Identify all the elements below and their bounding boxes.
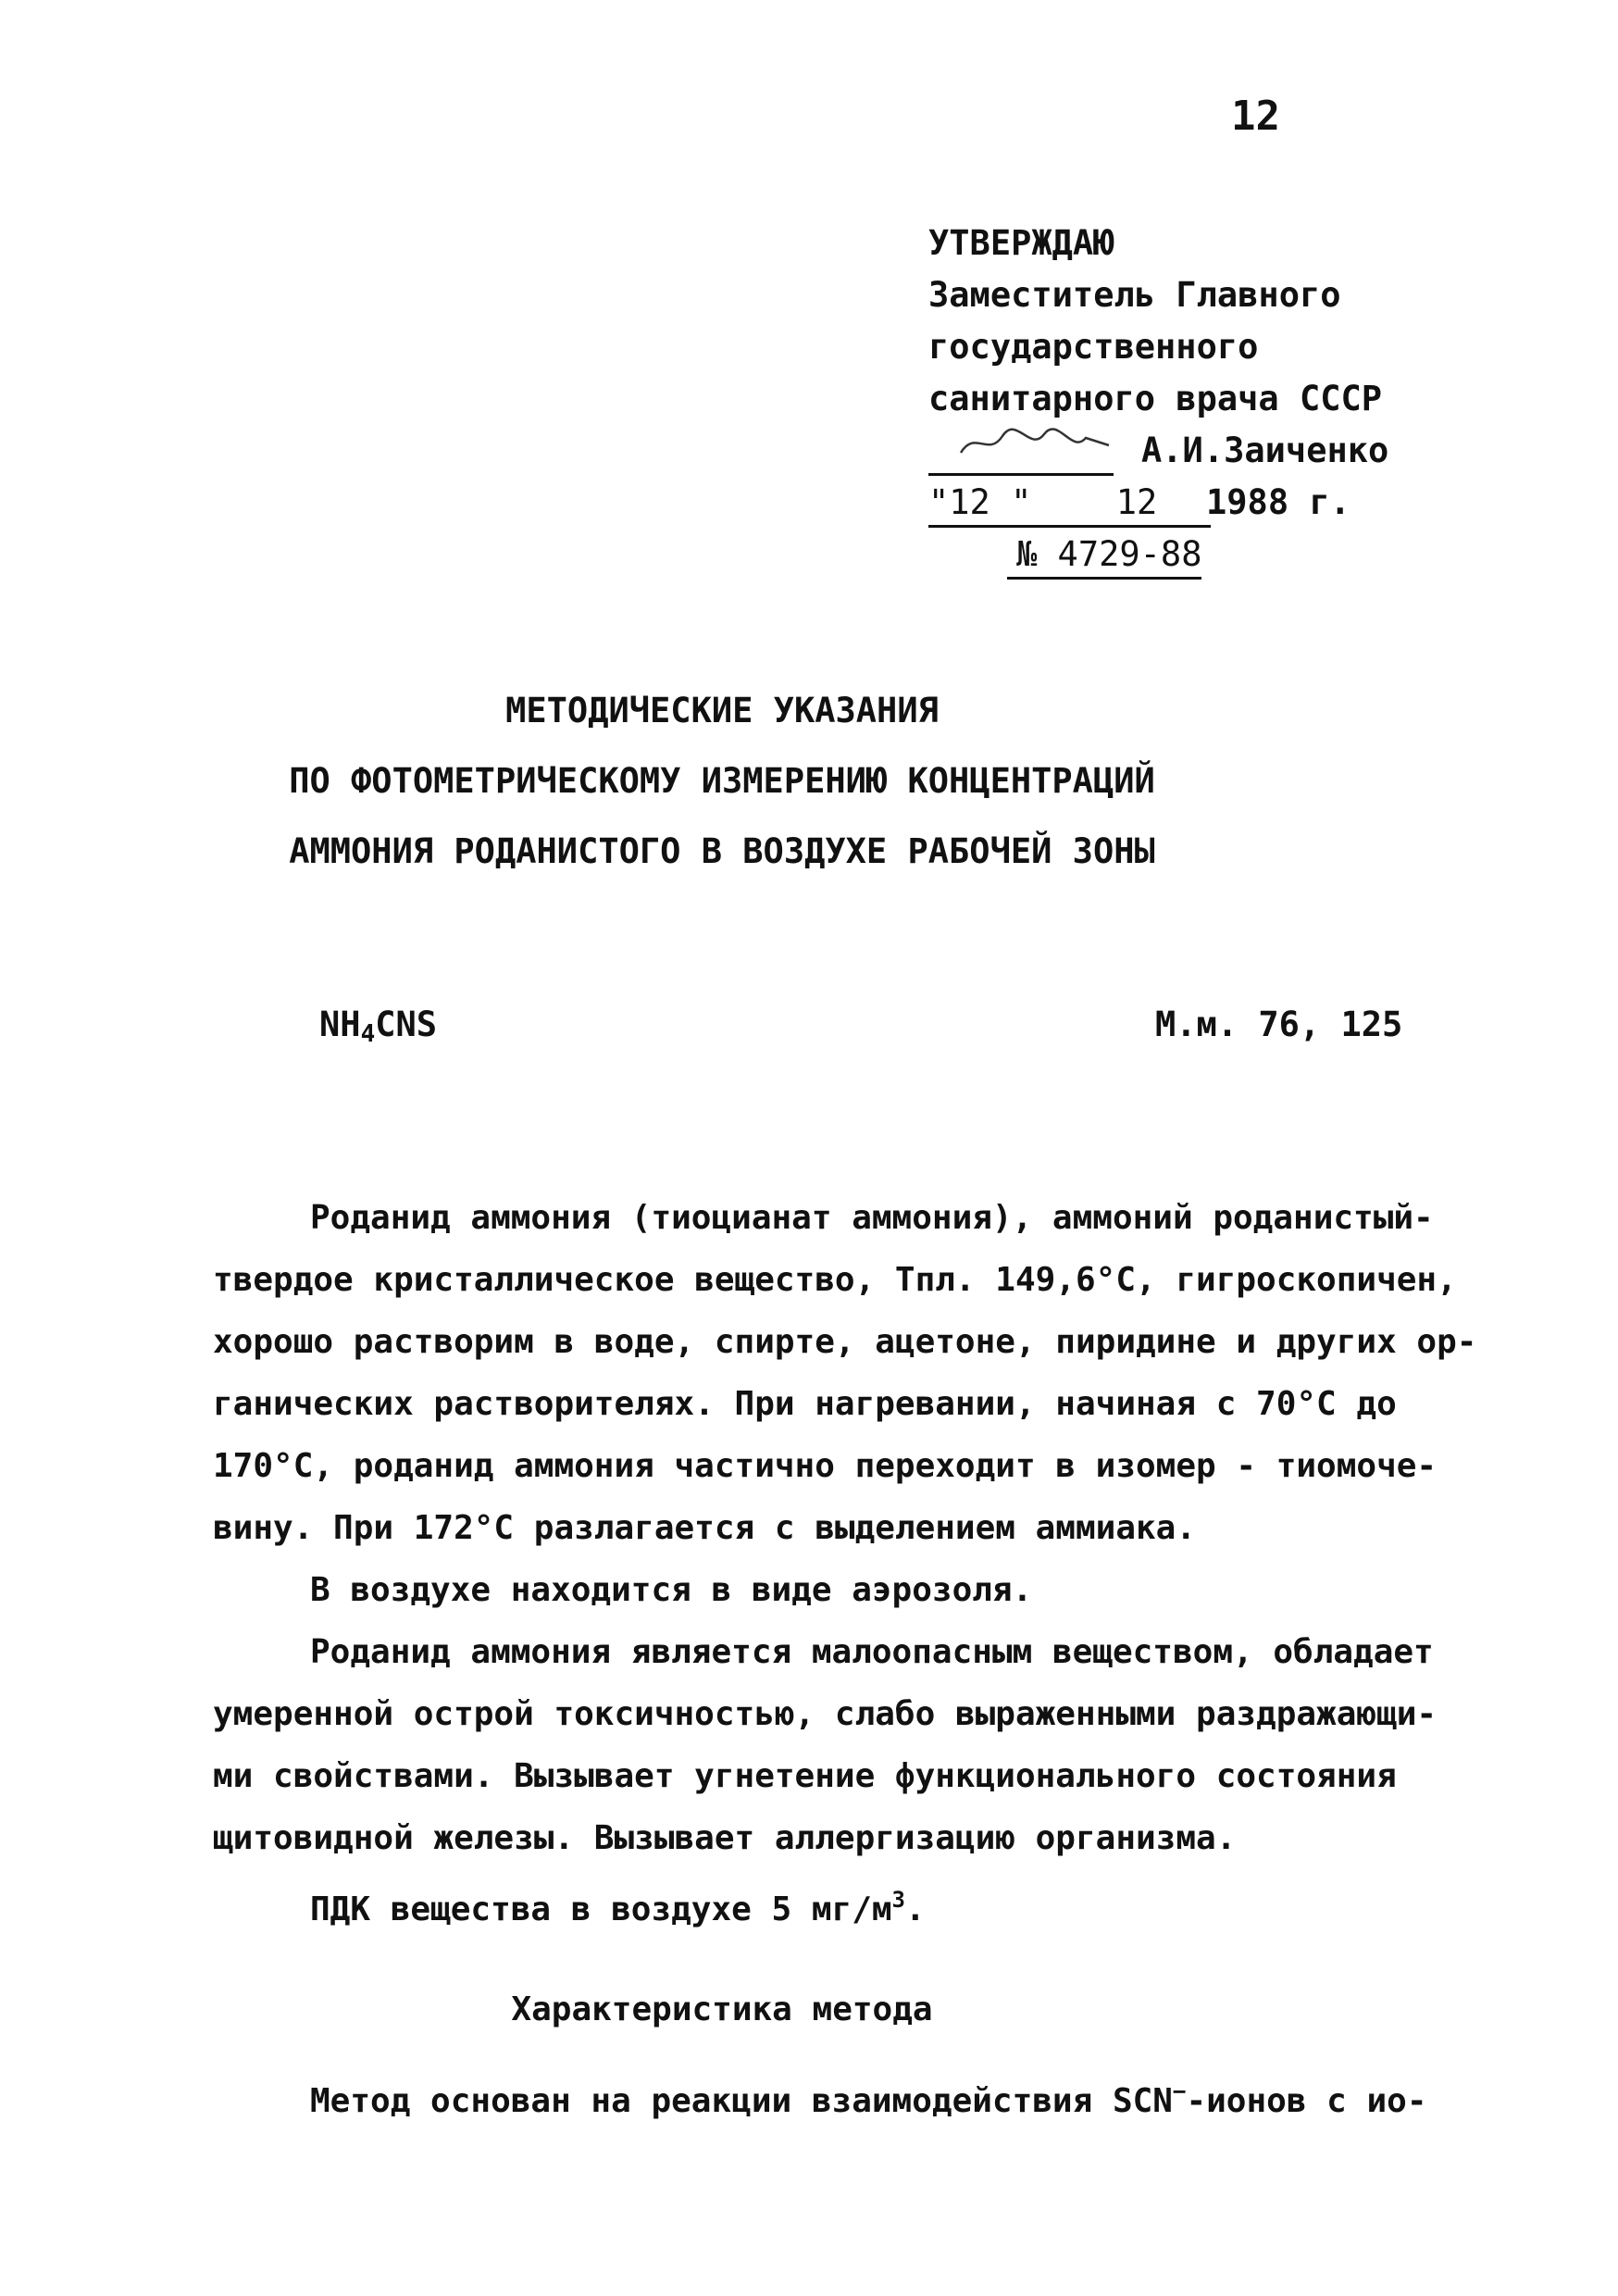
molar-mass: М.м. 76, 125	[1155, 1004, 1403, 1044]
registration-number: № 4729-88	[1016, 534, 1202, 574]
body-line: твердое кристаллическое вещество, Тпл. 149,6°С, гигроскопичен,	[213, 1261, 1457, 1299]
body-line: Роданид аммония является малоопасным веществом, обладает	[310, 1633, 1434, 1671]
title-line: МЕТОДИЧЕСКИЕ УКАЗАНИЯ	[505, 691, 939, 730]
body-line: 170°С, роданид аммония частично переходит в изомер - тиомоче-	[213, 1447, 1438, 1485]
approval-date-line	[928, 477, 1388, 529]
document-title	[0, 676, 1444, 887]
title-line: АММОНИЯ РОДАНИСТОГО В ВОЗДУХЕ РАБОЧЕЙ ЗОНЫ	[289, 831, 1155, 871]
approval-position-line: санитарного врача СССР	[928, 379, 1383, 418]
date-month: 12	[1115, 482, 1158, 522]
pdk-line	[213, 1869, 1407, 1940]
body-line: вину. При 172°С разлагается с выделением аммиака.	[213, 1509, 1197, 1547]
pdk-end: .	[905, 1890, 926, 1928]
body-line: В воздухе находится в виде аэрозоля.	[310, 1571, 1033, 1609]
registration-line	[928, 529, 1388, 580]
method-superscript: −	[1172, 2078, 1187, 2104]
formula-suffix: CNS	[375, 1004, 438, 1044]
body-text	[213, 1187, 1477, 1940]
signature-scribble-icon	[956, 425, 1114, 462]
body-line: щитовидной железы. Вызывает аллергизацию организма.	[213, 1819, 1237, 1857]
approval-position-line: Заместитель Главного	[928, 275, 1341, 315]
body-line: ми свойствами. Вызывает угнетение функционального состояния	[213, 1757, 1397, 1795]
approval-block	[928, 218, 1388, 580]
date-year: 1988 г.	[1206, 482, 1350, 522]
title-line: ПО ФОТОМЕТРИЧЕСКОМУ ИЗМЕРЕНИЮ КОНЦЕНТРАЦИЙ	[289, 761, 1155, 801]
date-day: "12 "	[928, 482, 1032, 522]
body-line: умеренной острой токсичностью, слабо выраженными раздражающи-	[213, 1695, 1438, 1733]
page-number: 12	[1231, 93, 1280, 140]
section-heading: Характеристика метода	[511, 1990, 933, 2028]
formula-prefix: NH	[319, 1004, 361, 1044]
signature-name: А.И.Заиченко	[1141, 430, 1389, 470]
method-text-end: -ионов с ио-	[1186, 2082, 1427, 2120]
signature-line	[928, 425, 1388, 477]
body-line: Роданид аммония (тиоцианат аммония), аммоний роданистый-	[310, 1199, 1434, 1237]
body-line: хорошо растворим в воде, спирте, ацетоне, пиридине и других ор-	[213, 1323, 1477, 1361]
handwritten-signature	[928, 425, 1141, 477]
body-line: ганических растворителях. При нагревании, начиная с 70°С до	[213, 1385, 1397, 1423]
formula-subscript: 4	[360, 1020, 376, 1048]
pdk-superscript: 3	[891, 1887, 905, 1913]
approval-position-line: государственного	[928, 327, 1259, 367]
pdk-text: ПДК вещества в воздухе 5 мг/м	[310, 1890, 892, 1928]
chemical-formula	[319, 1004, 437, 1048]
method-line	[310, 2078, 1427, 2120]
approval-heading: УТВЕРЖДАЮ	[928, 223, 1114, 263]
method-text: Метод основан на реакции взаимодействия SCN	[310, 2082, 1173, 2120]
